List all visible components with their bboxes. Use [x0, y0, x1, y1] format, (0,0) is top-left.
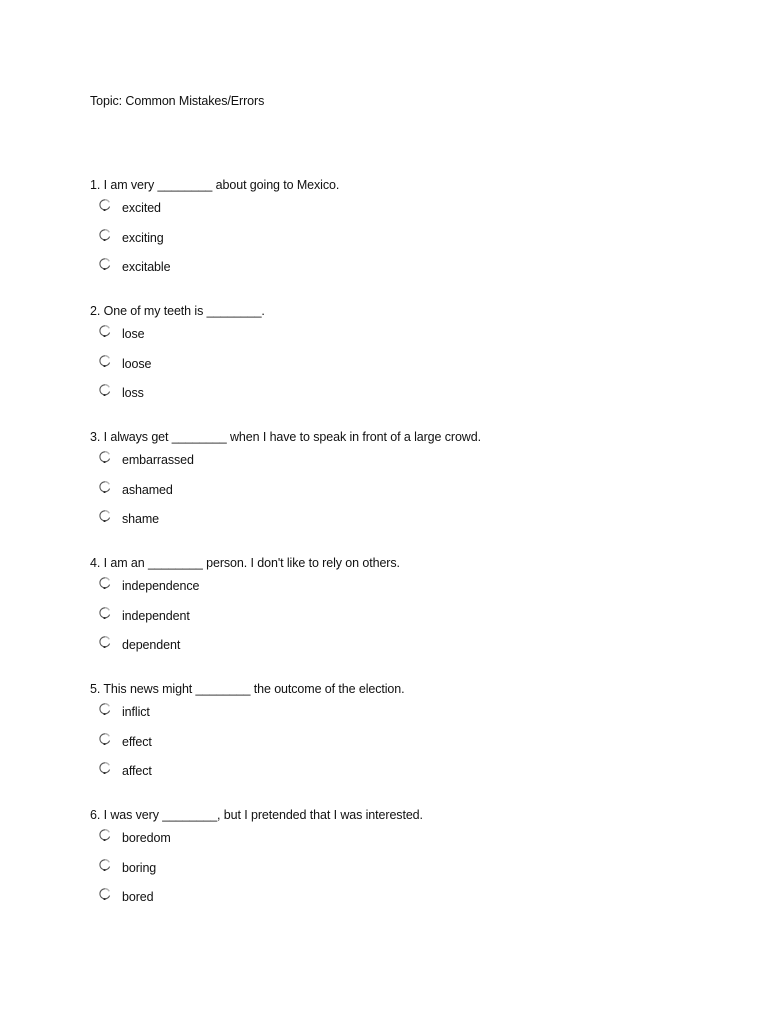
answer-option-label: effect [122, 735, 152, 749]
answer-option[interactable] [98, 887, 398, 909]
answer-option[interactable] [98, 858, 398, 880]
answer-option-label: independence [122, 579, 200, 593]
answer-option-label: exciting [122, 231, 164, 245]
radio-button-icon[interactable] [98, 887, 112, 901]
answer-option[interactable] [98, 480, 398, 502]
radio-button-icon[interactable] [98, 761, 112, 775]
answer-option-label: lose [122, 327, 145, 341]
question-6 [90, 808, 730, 934]
answer-option[interactable] [98, 635, 398, 657]
question-text: 1. I am very ________ about going to Mexico. [90, 178, 340, 192]
answer-option[interactable] [98, 761, 398, 783]
answer-option[interactable] [98, 354, 398, 376]
answer-option[interactable] [98, 257, 398, 279]
radio-button-icon[interactable] [98, 732, 112, 746]
answer-option[interactable] [98, 509, 398, 531]
answer-option-label: boredom [122, 831, 171, 845]
radio-button-icon[interactable] [98, 702, 112, 716]
question-text: 5. This news might ________ the outcome of the election. [90, 682, 405, 696]
answer-option[interactable] [98, 732, 398, 754]
answer-option-label: affect [122, 764, 152, 778]
question-3 [90, 430, 730, 556]
radio-button-icon[interactable] [98, 257, 112, 271]
question-text: 6. I was very ________, but I pretended that I was interested. [90, 808, 423, 822]
answer-option-label: excitable [122, 260, 171, 274]
question-list [90, 178, 730, 934]
answer-option-label: inflict [122, 705, 150, 719]
answer-option-label: loose [122, 357, 152, 371]
radio-button-icon[interactable] [98, 354, 112, 368]
question-2 [90, 304, 730, 430]
radio-button-icon[interactable] [98, 606, 112, 620]
radio-button-icon[interactable] [98, 450, 112, 464]
radio-button-icon[interactable] [98, 228, 112, 242]
question-4 [90, 556, 730, 682]
question-text: 3. I always get ________ when I have to speak in front of a large crowd. [90, 430, 481, 444]
radio-button-icon[interactable] [98, 480, 112, 494]
answer-option[interactable] [98, 828, 398, 850]
answer-option[interactable] [98, 383, 398, 405]
answer-option-label: shame [122, 512, 160, 526]
answer-option-label: independent [122, 609, 190, 623]
question-1 [90, 178, 730, 304]
radio-button-icon[interactable] [98, 509, 112, 523]
answer-option-label: dependent [122, 638, 181, 652]
answer-option[interactable] [98, 576, 398, 598]
answer-option[interactable] [98, 702, 398, 724]
answer-option-label: embarrassed [122, 453, 194, 467]
radio-button-icon[interactable] [98, 858, 112, 872]
answer-option-label: ashamed [122, 483, 173, 497]
radio-button-icon[interactable] [98, 576, 112, 590]
answer-option-label: excited [122, 201, 161, 215]
answer-option-label: boring [122, 861, 157, 875]
question-text: 4. I am an ________ person. I don't like to rely on others. [90, 556, 400, 570]
answer-option[interactable] [98, 324, 398, 346]
answer-option-label: loss [122, 386, 144, 400]
radio-button-icon[interactable] [98, 635, 112, 649]
radio-button-icon[interactable] [98, 198, 112, 212]
document-topic: Topic: Common Mistakes/Errors [90, 94, 265, 108]
question-5 [90, 682, 730, 808]
answer-option[interactable] [98, 228, 398, 250]
answer-option[interactable] [98, 198, 398, 220]
radio-button-icon[interactable] [98, 828, 112, 842]
answer-option[interactable] [98, 606, 398, 628]
answer-option[interactable] [98, 450, 398, 472]
question-text: 2. One of my teeth is ________. [90, 304, 265, 318]
radio-button-icon[interactable] [98, 383, 112, 397]
radio-button-icon[interactable] [98, 324, 112, 338]
answer-option-label: bored [122, 890, 154, 904]
